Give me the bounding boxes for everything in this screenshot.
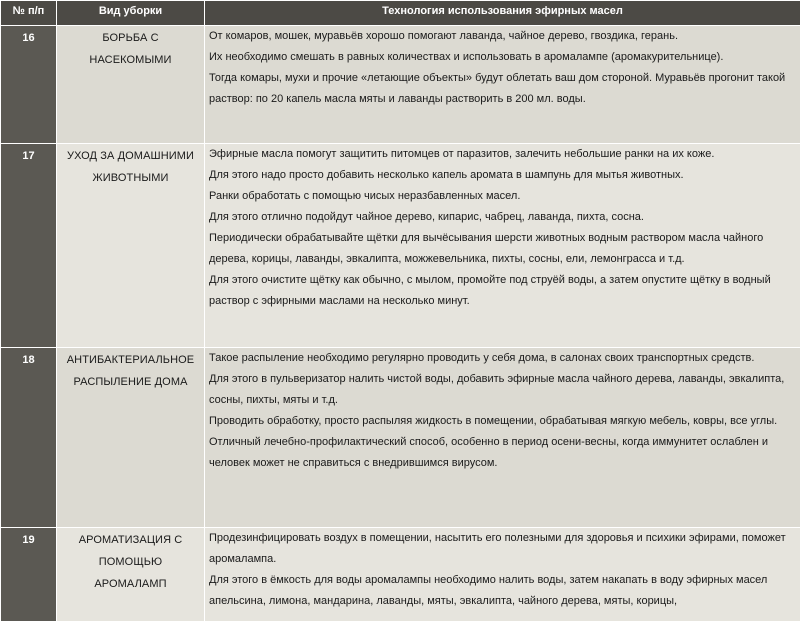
table-header-row [1, 1, 801, 26]
technology-paragraph: От комаров, мошек, муравьёв хорошо помогают лаванда, чайное дерево, гвоздика, герань. [209, 30, 679, 42]
cleaning-type-line: АНТИБАКТЕРИАЛЬНОЕ [66, 354, 195, 366]
cleaning-type-line: АРОМАТИЗАЦИЯ С [78, 534, 183, 546]
cleaning-type [57, 348, 205, 528]
table-row [1, 528, 801, 622]
header-number: № п/п [1, 1, 57, 26]
header-technology: Технология использования эфирных масел [205, 1, 801, 26]
header-cleaning-type: Вид уборки [57, 1, 205, 26]
row-number: 16 [1, 26, 57, 144]
technology-paragraph: Их необходимо смешать в равных количествах и использовать в аромалампе (аромакурительнице). [209, 51, 724, 63]
row-number: 19 [1, 528, 57, 622]
technology-text [205, 528, 801, 622]
cleaning-type-line: ЖИВОТНЫМИ [92, 172, 169, 184]
cleaning-type [57, 528, 205, 622]
technology-paragraph: Проводить обработку, просто распыляя жидкость в помещении, обрабатывая мягкую мебель, ковры, все углы. [209, 415, 778, 427]
technology-paragraph: Для этого в ёмкость для воды аромалампы необходимо налить воды, затем накапать в воду эфирных масел апельсина, лимона, мандарина, лаванды, мяты, эвкалипта, чайного дерева, мяты, корицы, [209, 574, 768, 607]
cleaning-type [57, 144, 205, 348]
technology-paragraph: Эфирные масла помогут защитить питомцев от паразитов, залечить небольшие ранки на их коже. [209, 148, 715, 160]
cleaning-type-line: УХОД ЗА ДОМАШНИМИ [66, 150, 195, 162]
table-row [1, 26, 801, 144]
technology-paragraph: Периодически обрабатывайте щётки для вычёсывания шерсти животных водным раствором масла чайного дерева, корицы, лаванды, эвкалипта, можжевельника, пихты, сосны, ели, лемонграсса и т.д. [209, 232, 764, 265]
technology-paragraph: Ранки обработать с помощью чисых неразбавленных масел. [209, 190, 521, 202]
cleaning-type-line: АРОМАЛАМП [94, 578, 167, 590]
technology-paragraph: Тогда комары, мухи и прочие «летающие объекты» будут облетать ваш дом стороной. Муравьёв прогонит такой раствор: по 20 капель масла мяты и лаванды растворить в 200 мл. воды. [209, 72, 786, 105]
cleaning-type-line: БОРЬБА С [102, 32, 159, 44]
technology-paragraph: Для этого надо просто добавить несколько капель аромата в шампунь для мытья животных. [209, 169, 684, 181]
technology-paragraph: Отличный лечебно-профилактический способ, особенно в период осени-весны, когда иммунитет ослаблен и человек может не справиться с внедрившимся вирусом. [209, 436, 769, 469]
technology-paragraph: Продезинфицировать воздух в помещении, насытить его полезными для здоровья и психики эфирами, поможет аромалампа. [209, 532, 786, 565]
table-row [1, 348, 801, 528]
row-number: 18 [1, 348, 57, 528]
technology-paragraph: Для этого отлично подойдут чайное дерево, кипарис, чабрец, лаванда, пихта, сосна. [209, 211, 644, 223]
technology-text [205, 26, 801, 144]
technology-paragraph: Для этого очистите щётку как обычно, с мылом, промойте под струёй воды, а затем опустите щётку в водный раствор с эфирными маслами на несколько минут. [209, 274, 771, 307]
table-row [1, 144, 801, 348]
technology-text [205, 144, 801, 348]
cleaning-type [57, 26, 205, 144]
technology-text [205, 348, 801, 528]
row-number: 17 [1, 144, 57, 348]
technology-paragraph: Такое распыление необходимо регулярно проводить у себя дома, в салонах своих транспортных средств. [209, 352, 755, 364]
cleaning-type-line: ПОМОЩЬЮ [98, 556, 163, 568]
cleaning-type-line: НАСЕКОМЫМИ [89, 54, 172, 66]
cleaning-type-line: РАСПЫЛЕНИЕ ДОМА [73, 376, 188, 388]
technology-paragraph: Для этого в пульверизатор налить чистой воды, добавить эфирные масла чайного дерева, лаванды, эвкалипта, сосны, пихты, мяты и т.д. [209, 373, 785, 406]
